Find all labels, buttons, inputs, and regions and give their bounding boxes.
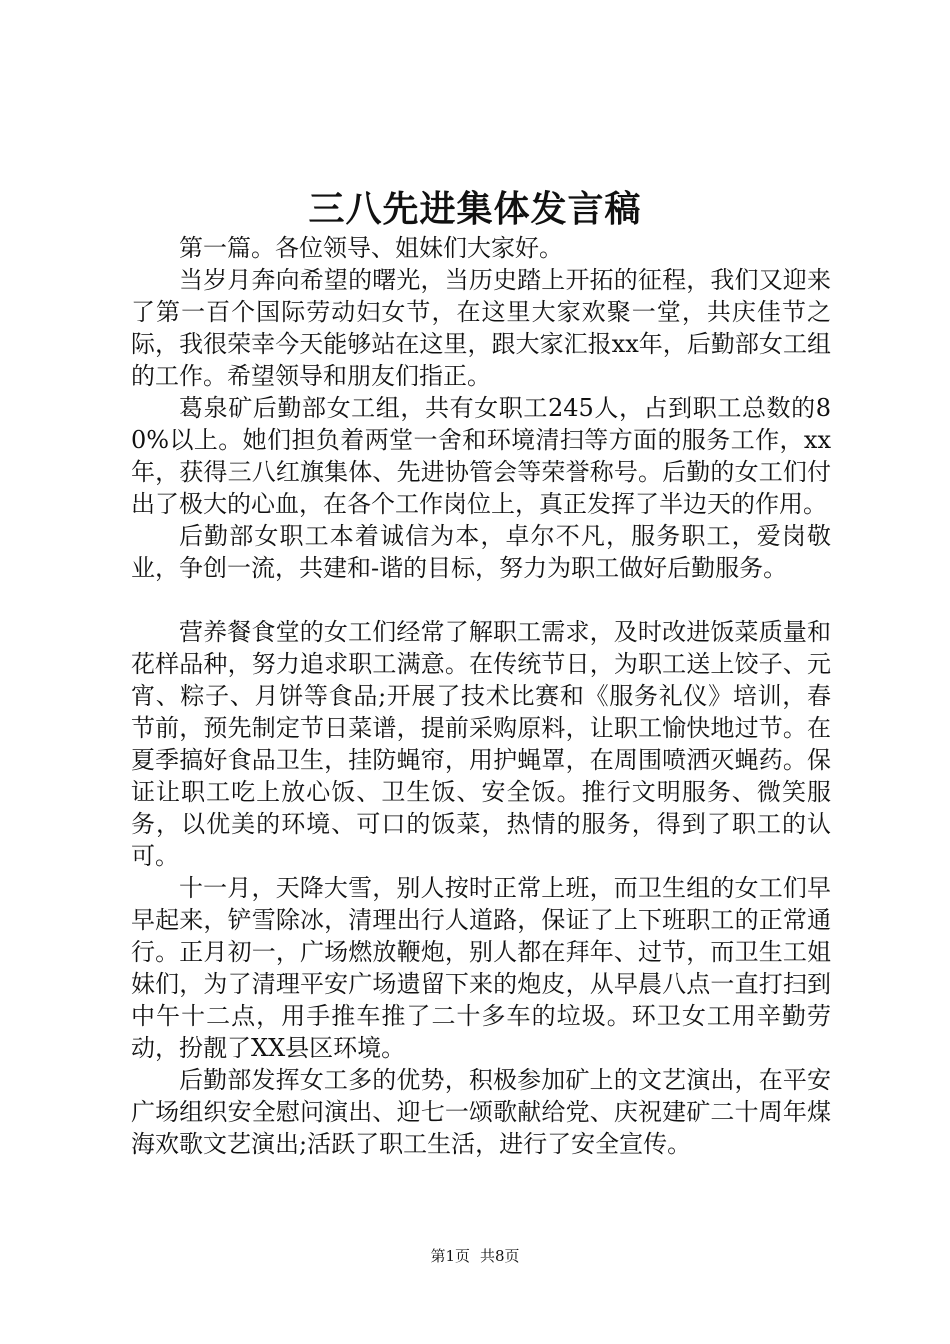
paragraph-greeting: 第一篇。各位领导、姐妹们大家好。 (179, 234, 563, 262)
page-number: 第1页 (430, 1247, 470, 1265)
document-body (131, 232, 831, 1160)
paragraph-opening: 当岁月奔向希望的曙光，当历史踏上开拓的征程，我们又迎来了第一百个国际劳动妇女节，在这里大家欢聚一堂，共庆佳节之际，我很荣幸今天能够站在这里，跟大家汇报xx年，后勤部女工组的工作。希望领导和朋友们指正。 (131, 266, 831, 390)
paragraph-team-overview: 葛泉矿后勤部女工组，共有女职工245人，占到职工总数的80%以上。她们担负着两堂一舍和环境清扫等方面的服务工作，xx年，获得三八红旗集体、先进协管会等荣誉称号。后勤的女工们付出了极大的心血，在各个工作岗位上，真正发挥了半边天的作用。 (131, 394, 831, 518)
page-total: 共8页 (480, 1247, 520, 1265)
document-title: 三八先进集体发言稿 (308, 188, 642, 230)
paragraph-spacer (131, 584, 831, 616)
page-footer (0, 1246, 950, 1266)
paragraph-goals: 后勤部女职工本着诚信为本，卓尔不凡，服务职工，爱岗敬业，争创一流，共建和-谐的目标，努力为职工做好后勤服务。 (131, 522, 831, 582)
paragraph-canteen: 营养餐食堂的女工们经常了解职工需求，及时改进饭菜质量和花样品种，努力追求职工满意。在传统节日，为职工送上饺子、元宵、粽子、月饼等食品;开展了技术比赛和《服务礼仪》培训，春节前，预先制定节日菜谱，提前采购原料，让职工愉快地过节。在夏季搞好食品卫生，挂防蝇帘，用护蝇罩，在周围喷洒灭蝇药。保证让职工吃上放心饭、卫生饭、安全饭。推行文明服务、微笑服务，以优美的环境、可口的饭菜，热情的服务，得到了职工的认可。 (131, 618, 831, 870)
paragraph-sanitation: 十一月，天降大雪，别人按时正常上班，而卫生组的女工们早早起来，铲雪除冰，清理出行人道路，保证了上下班职工的正常通行。正月初一，广场燃放鞭炮，别人都在拜年、过节，而卫生工姐妹们，为了清理平安广场遗留下来的炮皮，从早晨八点一直打扫到中午十二点，用手推车推了二十多车的垃圾。环卫女工用辛勤劳动，扮靓了XX县区环境。 (131, 874, 831, 1062)
paragraph-performances: 后勤部发挥女工多的优势，积极参加矿上的文艺演出，在平安广场组织安全慰问演出、迎七一颂歌献给党、庆祝建矿二十周年煤海欢歌文艺演出;活跃了职工生活，进行了安全宣传。 (131, 1066, 831, 1158)
